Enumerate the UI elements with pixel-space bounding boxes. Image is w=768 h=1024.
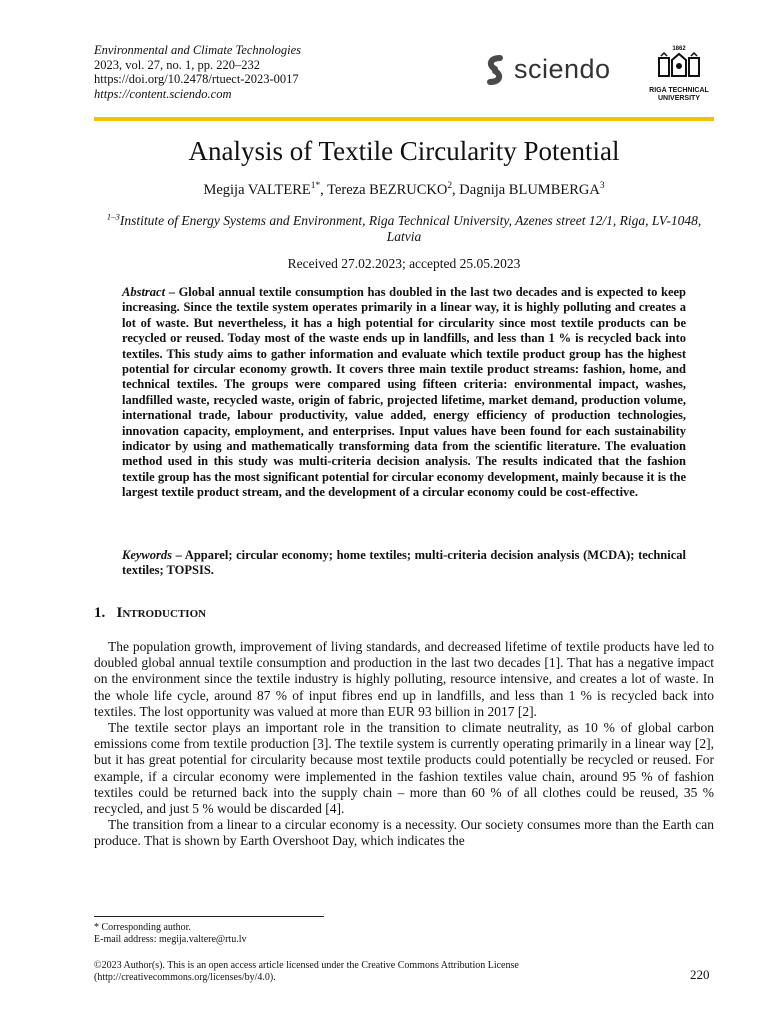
page-number: 220	[690, 967, 710, 982]
university-crest-icon	[657, 52, 701, 80]
section-title: Introduction	[116, 605, 207, 621]
section-heading	[94, 605, 206, 622]
university-name: RIGA TECHNICAL UNIVERSITY	[649, 87, 709, 102]
article-title: Analysis of Textile Circularity Potential	[188, 136, 620, 166]
author-list	[94, 182, 714, 199]
corresponding-author-note: * Corresponding author.	[94, 922, 191, 933]
keywords	[122, 548, 686, 579]
email-note: E-mail address: megija.valtere@rtu.lv	[94, 934, 247, 945]
paragraph: The population growth, improvement of living standards, and decreased lifetime of textile products have led to doubled global annual textile consumption and production in the last two decades [1]. That has a negative impact on the environment since the textile industry is highly polluting, resource intensive, and creates a lot of waste. In the whole life cycle, around 87 % of input fibres end up in landfills, and less than 1 % is recycled back into textiles. The lost opportunity was valued at more than EUR 93 billion in 2017 [2].	[94, 639, 714, 719]
university-year: 1862	[672, 46, 686, 52]
license-link[interactable]: (http://creativecommons.org/licenses/by/4.0).	[94, 972, 276, 983]
affiliation	[94, 213, 714, 245]
author-name: Tereza BEZRUCKO	[327, 182, 448, 198]
affiliation-text: Institute of Energy Systems and Environment, Riga Technical University, Azenes street 12/1, Riga, LV-1048, Latvia	[119, 213, 702, 244]
keywords-text: – Apparel; circular economy; home textiles; multi-criteria decision analysis (MCDA); technical textiles; TOPSIS.	[122, 548, 686, 578]
author-separator: ,	[320, 182, 328, 198]
rtu-logo	[640, 46, 718, 103]
section-number: 1.	[94, 605, 106, 621]
abstract	[122, 285, 686, 501]
author-affiliation-mark: 1*	[310, 181, 321, 192]
received-dates: Received 27.02.2023; accepted 25.05.2023	[287, 256, 521, 271]
keywords-label: Keywords	[122, 548, 172, 562]
license-line: ©2023 Author(s). This is an open access article licensed under the Creative Commons Attribution License	[94, 960, 519, 971]
affiliation-mark: 1–3	[106, 211, 120, 222]
journal-info	[94, 43, 301, 101]
footnote-divider	[94, 916, 324, 917]
sciendo-logo	[484, 54, 611, 85]
volume-line: 2023, vol. 27, no. 1, pp. 220–232	[94, 57, 260, 72]
paragraph: The transition from a linear to a circular economy is a necessity. Our society consumes more than the Earth can produce. That is shown by Earth Overshoot Day, which indicates the	[94, 817, 714, 849]
doi-link[interactable]: https://doi.org/10.2478/rtuect-2023-0017	[94, 72, 299, 86]
footnotes	[94, 922, 247, 946]
author-separator: ,	[452, 182, 460, 198]
journal-name: Environmental and Climate Technologies	[94, 43, 302, 57]
author-name: Megija VALTERE	[203, 182, 311, 198]
author-affiliation-mark: 3	[599, 181, 605, 192]
author-name: Dagnija BLUMBERGA	[459, 182, 600, 198]
body-text	[94, 639, 714, 850]
sciendo-icon	[484, 55, 506, 85]
paragraph: The textile sector plays an important role in the transition to climate neutrality, as 10 % of global carbon emissions come from textile production [3]. The textile system is currently operating primarily in a linear way [2], but it has great potential for circularity because most textile products could potentially be recycled or reused. For example, if a circular economy were implemented in the fashion textiles value chain, around 95 % of fashion textiles could be returned back into the supply chain – more than 60 % of all clothes could be reused, 35 % recycled, and just 5 % would be discarded [4].	[94, 720, 714, 817]
abstract-label: Abstract	[122, 285, 166, 299]
header-divider	[94, 117, 714, 121]
license-notice	[94, 960, 594, 984]
author-affiliation-mark: 2	[447, 181, 453, 192]
abstract-text: – Global annual textile consumption has doubled in the last two decades and is expected to keep increasing. Since the textile system operates primarily in a linear way, it is highly polluting and creates a lot of waste. But nevertheless, it has a high potential for circularity since most textile products can be recycled or reused. Today most of the waste ends up in landfills, and less than 1 % is recycled back into textiles. This study aims to gather information and evaluate which textile product group has the highest potential for circular economy growth. It covers three main textile product streams: fashion, home, and technical textiles. The groups were compared using fifteen criteria: environmental impact, washes, landfilled waste, recycled waste, origin of fabric, projected lifetime, market demand, production volume, international trade, labour productivity, value added, energy efficiency of production technologies, innovation capacity, employment, and enterprises. Input values have been found for each sustainability indicator by using and mathematically transforming data from the scientific literature. The evaluation method used in this study was multi-criteria decision analysis. The results indicated that the fashion textile group has the most significant potential for circular economy development, mainly because it is the largest textile product stream, and the development of a circular economy could be cost-effective.	[122, 285, 686, 500]
site-link[interactable]: https://content.sciendo.com	[94, 86, 232, 101]
publisher-name: sciendo	[514, 54, 611, 84]
